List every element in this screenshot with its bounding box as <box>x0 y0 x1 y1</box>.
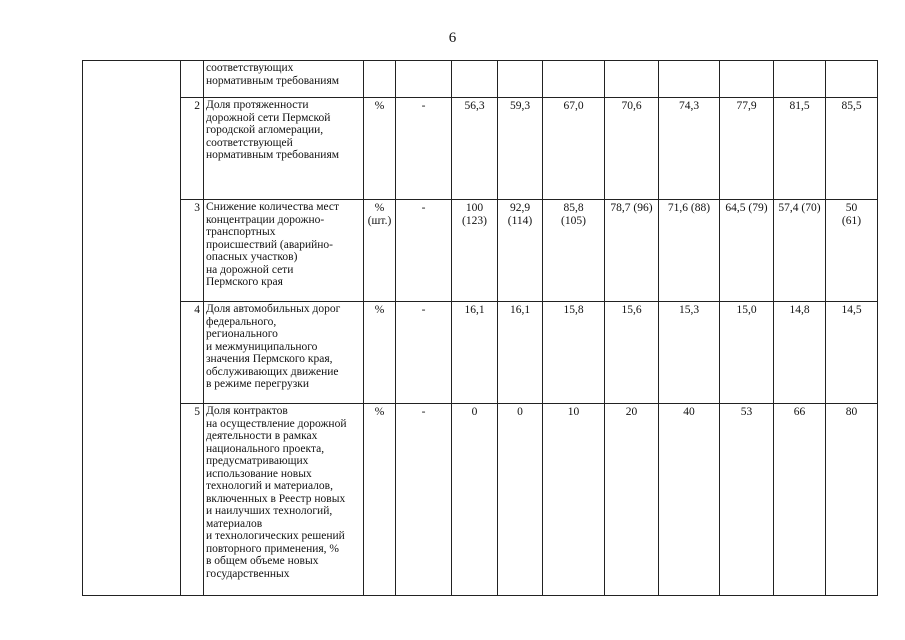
value-cell <box>720 61 774 98</box>
left-blank-cell <box>83 61 181 596</box>
page-number: 6 <box>448 30 457 46</box>
value-cell <box>826 61 878 98</box>
base-value-cell: - <box>396 98 452 200</box>
unit-cell: % <box>364 404 396 596</box>
row-number: 5 <box>181 404 204 596</box>
value-cell: 15,8 <box>543 302 605 404</box>
value-cell: 15,0 <box>720 302 774 404</box>
unit-cell: % (шт.) <box>364 200 396 302</box>
value-cell: 81,5 <box>774 98 826 200</box>
value-cell: 16,1 <box>498 302 543 404</box>
value-cell <box>605 61 659 98</box>
value-cell: 77,9 <box>720 98 774 200</box>
value-cell: 0 <box>452 404 498 596</box>
value-cell: 85,5 <box>826 98 878 200</box>
base-value-cell: - <box>396 404 452 596</box>
value-cell: 40 <box>659 404 720 596</box>
value-cell: 80 <box>826 404 878 596</box>
value-cell: 67,0 <box>543 98 605 200</box>
base-value-cell <box>396 61 452 98</box>
value-cell <box>659 61 720 98</box>
value-cell: 85,8 (105) <box>543 200 605 302</box>
unit-cell: % <box>364 98 396 200</box>
value-cell: 78,7 (96) <box>605 200 659 302</box>
table-row <box>83 404 878 596</box>
row-number <box>181 61 204 98</box>
value-cell: 64,5 (79) <box>720 200 774 302</box>
indicator-name: Доля автомобильных дорог федерального, регионального и межмуниципального значения Пермского края, обслуживающих движение в режиме перегрузки <box>204 302 364 404</box>
value-cell: 16,1 <box>452 302 498 404</box>
value-cell <box>543 61 605 98</box>
value-cell: 71,6 (88) <box>659 200 720 302</box>
value-cell: 74,3 <box>659 98 720 200</box>
value-cell <box>498 61 543 98</box>
value-cell: 10 <box>543 404 605 596</box>
unit-cell: % <box>364 302 396 404</box>
value-cell: 50 (61) <box>826 200 878 302</box>
base-value-cell: - <box>396 302 452 404</box>
value-cell <box>774 61 826 98</box>
value-cell: 20 <box>605 404 659 596</box>
value-cell: 56,3 <box>452 98 498 200</box>
value-cell: 14,8 <box>774 302 826 404</box>
indicators-table <box>82 60 878 596</box>
table-row <box>83 200 878 302</box>
value-cell: 53 <box>720 404 774 596</box>
value-cell: 66 <box>774 404 826 596</box>
value-cell: 0 <box>498 404 543 596</box>
value-cell: 100 (123) <box>452 200 498 302</box>
indicator-name: Доля протяженности дорожной сети Пермской городской агломерации, соответствующей нормативным требованиям <box>204 98 364 200</box>
indicator-name: Снижение количества мест концентрации дорожно- транспортных происшествий (аварийно- опасных участков) на дорожной сети Пермского края <box>204 200 364 302</box>
value-cell: 57,4 (70) <box>774 200 826 302</box>
value-cell: 15,6 <box>605 302 659 404</box>
value-cell: 15,3 <box>659 302 720 404</box>
row-number: 3 <box>181 200 204 302</box>
table-row <box>83 61 878 98</box>
base-value-cell: - <box>396 200 452 302</box>
value-cell: 59,3 <box>498 98 543 200</box>
unit-cell <box>364 61 396 98</box>
row-number: 4 <box>181 302 204 404</box>
value-cell: 70,6 <box>605 98 659 200</box>
value-cell <box>452 61 498 98</box>
table-row <box>83 302 878 404</box>
table-row <box>83 98 878 200</box>
indicator-name: соответствующих нормативным требованиям <box>204 61 364 98</box>
value-cell: 92,9 (114) <box>498 200 543 302</box>
indicator-name: Доля контрактов на осуществление дорожной деятельности в рамках национального проекта, предусматривающих использование новых технологий и материалов, включенных в Реестр новых и наилучших технологий, материалов и технологических решений повторного применения, % в общем объеме новых государственных <box>204 404 364 596</box>
value-cell: 14,5 <box>826 302 878 404</box>
row-number: 2 <box>181 98 204 200</box>
